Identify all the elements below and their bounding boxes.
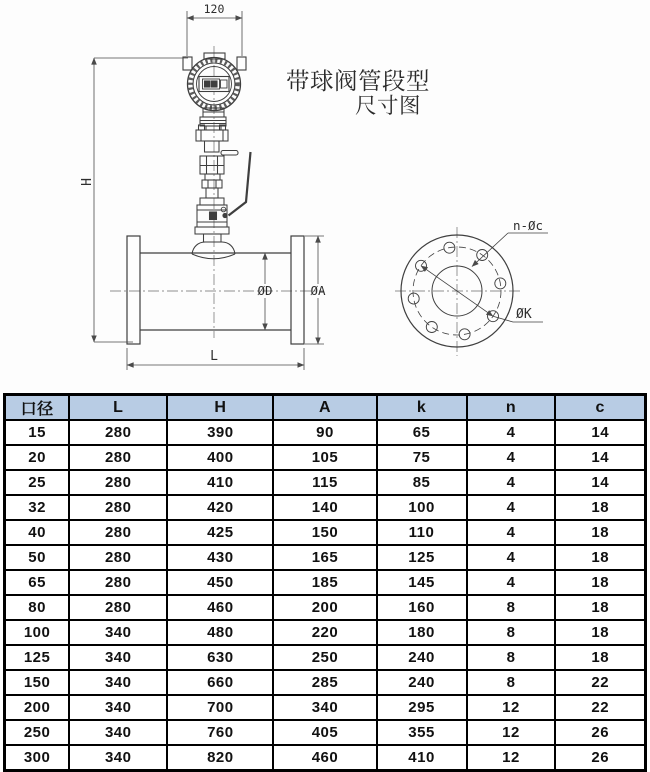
valve-handle: [229, 152, 251, 216]
table-cell: 65: [5, 570, 70, 595]
dim-120-label: 120: [203, 2, 225, 16]
table-cell: 65: [377, 420, 467, 445]
table-cell: 280: [69, 420, 167, 445]
table-cell: 165: [273, 545, 376, 570]
table-cell: 340: [273, 695, 376, 720]
table-row: [5, 720, 646, 745]
table-row: [5, 745, 646, 771]
table-cell: 18: [555, 595, 645, 620]
table-cell: 18: [555, 620, 645, 645]
table-cell: 105: [273, 445, 376, 470]
table-cell: 340: [69, 670, 167, 695]
hex-fitting: [202, 180, 222, 188]
table-cell: 280: [69, 445, 167, 470]
table-row: [5, 695, 646, 720]
table-cell: 340: [69, 720, 167, 745]
table-cell: 420: [167, 495, 273, 520]
table-row: [5, 645, 646, 670]
table-cell: 100: [377, 495, 467, 520]
col-header: L: [69, 395, 167, 421]
dim-D-label: ØD: [257, 283, 273, 298]
dim-H: [80, 58, 188, 342]
table-cell: 140: [273, 495, 376, 520]
table-cell: 12: [467, 695, 556, 720]
table-cell: 14: [555, 420, 645, 445]
display-segment: [205, 81, 211, 87]
table-cell: 355: [377, 720, 467, 745]
dim-120: [187, 2, 242, 56]
table-cell: 20: [5, 445, 70, 470]
table-row: [5, 420, 646, 445]
table-cell: 18: [555, 545, 645, 570]
table-cell: 250: [273, 645, 376, 670]
table-cell: 75: [377, 445, 467, 470]
table-cell: 460: [273, 745, 376, 771]
table-cell: 405: [273, 720, 376, 745]
table-row: [5, 520, 646, 545]
meter-head: [183, 53, 246, 111]
table-cell: 32: [5, 495, 70, 520]
right-flange: [291, 236, 304, 344]
table-cell: 18: [555, 645, 645, 670]
table-cell: 145: [377, 570, 467, 595]
flange-face-view: [401, 218, 548, 347]
table-cell: 18: [555, 520, 645, 545]
table-cell: 100: [5, 620, 70, 645]
table-cell: 300: [5, 745, 70, 771]
table-cell: 450: [167, 570, 273, 595]
table-row: [5, 595, 646, 620]
table-cell: 50: [5, 545, 70, 570]
stem-pin: [221, 151, 238, 156]
col-header: c: [555, 395, 645, 421]
table-cell: 390: [167, 420, 273, 445]
table-cell: 280: [69, 545, 167, 570]
table-cell: 250: [5, 720, 70, 745]
table-cell: 4: [467, 545, 556, 570]
table-cell: 4: [467, 470, 556, 495]
table-cell: 22: [555, 695, 645, 720]
table-cell: 410: [377, 745, 467, 771]
table-cell: 410: [167, 470, 273, 495]
bolt-holes-label: n-Øc: [512, 218, 544, 233]
header-row: [5, 395, 646, 421]
left-flange: [127, 236, 140, 344]
table-cell: 340: [69, 695, 167, 720]
table-cell: 340: [69, 745, 167, 771]
table-cell: 760: [167, 720, 273, 745]
table-cell: 4: [467, 420, 556, 445]
table-cell: 400: [167, 445, 273, 470]
table-cell: 630: [167, 645, 273, 670]
table-cell: 280: [69, 570, 167, 595]
table-cell: 18: [555, 570, 645, 595]
table-row: [5, 545, 646, 570]
table-cell: 280: [69, 495, 167, 520]
dim-flange-diameter: [305, 236, 326, 344]
table-cell: 8: [467, 645, 556, 670]
table-cell: 4: [467, 570, 556, 595]
table-cell: 480: [167, 620, 273, 645]
table-cell: 8: [467, 620, 556, 645]
table-cell: 820: [167, 745, 273, 771]
table-cell: 220: [273, 620, 376, 645]
title-line-2: 尺寸图: [354, 94, 422, 118]
table-cell: 280: [69, 595, 167, 620]
table-cell: 25: [5, 470, 70, 495]
table-cell: 240: [377, 645, 467, 670]
table-cell: 90: [273, 420, 376, 445]
col-header: n: [467, 395, 556, 421]
table-cell: 425: [167, 520, 273, 545]
table-row: [5, 670, 646, 695]
table-row: [5, 620, 646, 645]
table-cell: 180: [377, 620, 467, 645]
bolt-hole: [426, 322, 437, 333]
table-cell: 160: [377, 595, 467, 620]
dim-H-label: H: [80, 178, 95, 186]
bolt-circle-label: ØK: [516, 307, 532, 322]
drawing-title: [286, 68, 430, 118]
table-cell: 340: [69, 620, 167, 645]
table-cell: 15: [5, 420, 70, 445]
table-cell: 40: [5, 520, 70, 545]
table-cell: 22: [555, 670, 645, 695]
table-cell: 85: [377, 470, 467, 495]
col-header: A: [273, 395, 376, 421]
table-cell: 4: [467, 445, 556, 470]
table-cell: 14: [555, 445, 645, 470]
table-row: [5, 445, 646, 470]
display-segment: [212, 81, 218, 87]
table-cell: 150: [5, 670, 70, 695]
table-cell: 200: [5, 695, 70, 720]
table-row: [5, 470, 646, 495]
table-cell: 18: [555, 495, 645, 520]
table-cell: 185: [273, 570, 376, 595]
pipe-section: [127, 236, 304, 344]
table-cell: 4: [467, 520, 556, 545]
table-cell: 80: [5, 595, 70, 620]
table-cell: 295: [377, 695, 467, 720]
table-cell: 26: [555, 745, 645, 771]
table-cell: 660: [167, 670, 273, 695]
table-cell: 125: [377, 545, 467, 570]
dim-A-label: ØA: [310, 283, 326, 298]
table-cell: 430: [167, 545, 273, 570]
title-line-1: 带球阀管段型: [286, 68, 430, 94]
table-cell: 8: [467, 595, 556, 620]
table-cell: 240: [377, 670, 467, 695]
table-cell: 340: [69, 645, 167, 670]
col-header: 口径: [5, 395, 70, 421]
table-cell: 4: [467, 495, 556, 520]
table-cell: 26: [555, 720, 645, 745]
table-cell: 200: [273, 595, 376, 620]
dim-inner-diameter: [257, 253, 272, 330]
table-cell: 125: [5, 645, 70, 670]
table-cell: 280: [69, 470, 167, 495]
bolt-hole: [408, 293, 419, 304]
col-header: H: [167, 395, 273, 421]
table-cell: 8: [467, 670, 556, 695]
table-cell: 460: [167, 595, 273, 620]
table-cell: 12: [467, 720, 556, 745]
spec-table-body: [5, 420, 646, 771]
table-cell: 280: [69, 520, 167, 545]
table-cell: 150: [273, 520, 376, 545]
stem-and-ball-valve: [192, 108, 251, 259]
table-row: [5, 495, 646, 520]
spec-table: [3, 393, 647, 772]
table-cell: 14: [555, 470, 645, 495]
dim-L-label: L: [210, 349, 218, 364]
table-cell: 700: [167, 695, 273, 720]
table-row: [5, 570, 646, 595]
table-cell: 285: [273, 670, 376, 695]
table-cell: 110: [377, 520, 467, 545]
dim-L: [127, 348, 304, 370]
col-header: k: [377, 395, 467, 421]
table-cell: 12: [467, 745, 556, 771]
table-cell: 115: [273, 470, 376, 495]
